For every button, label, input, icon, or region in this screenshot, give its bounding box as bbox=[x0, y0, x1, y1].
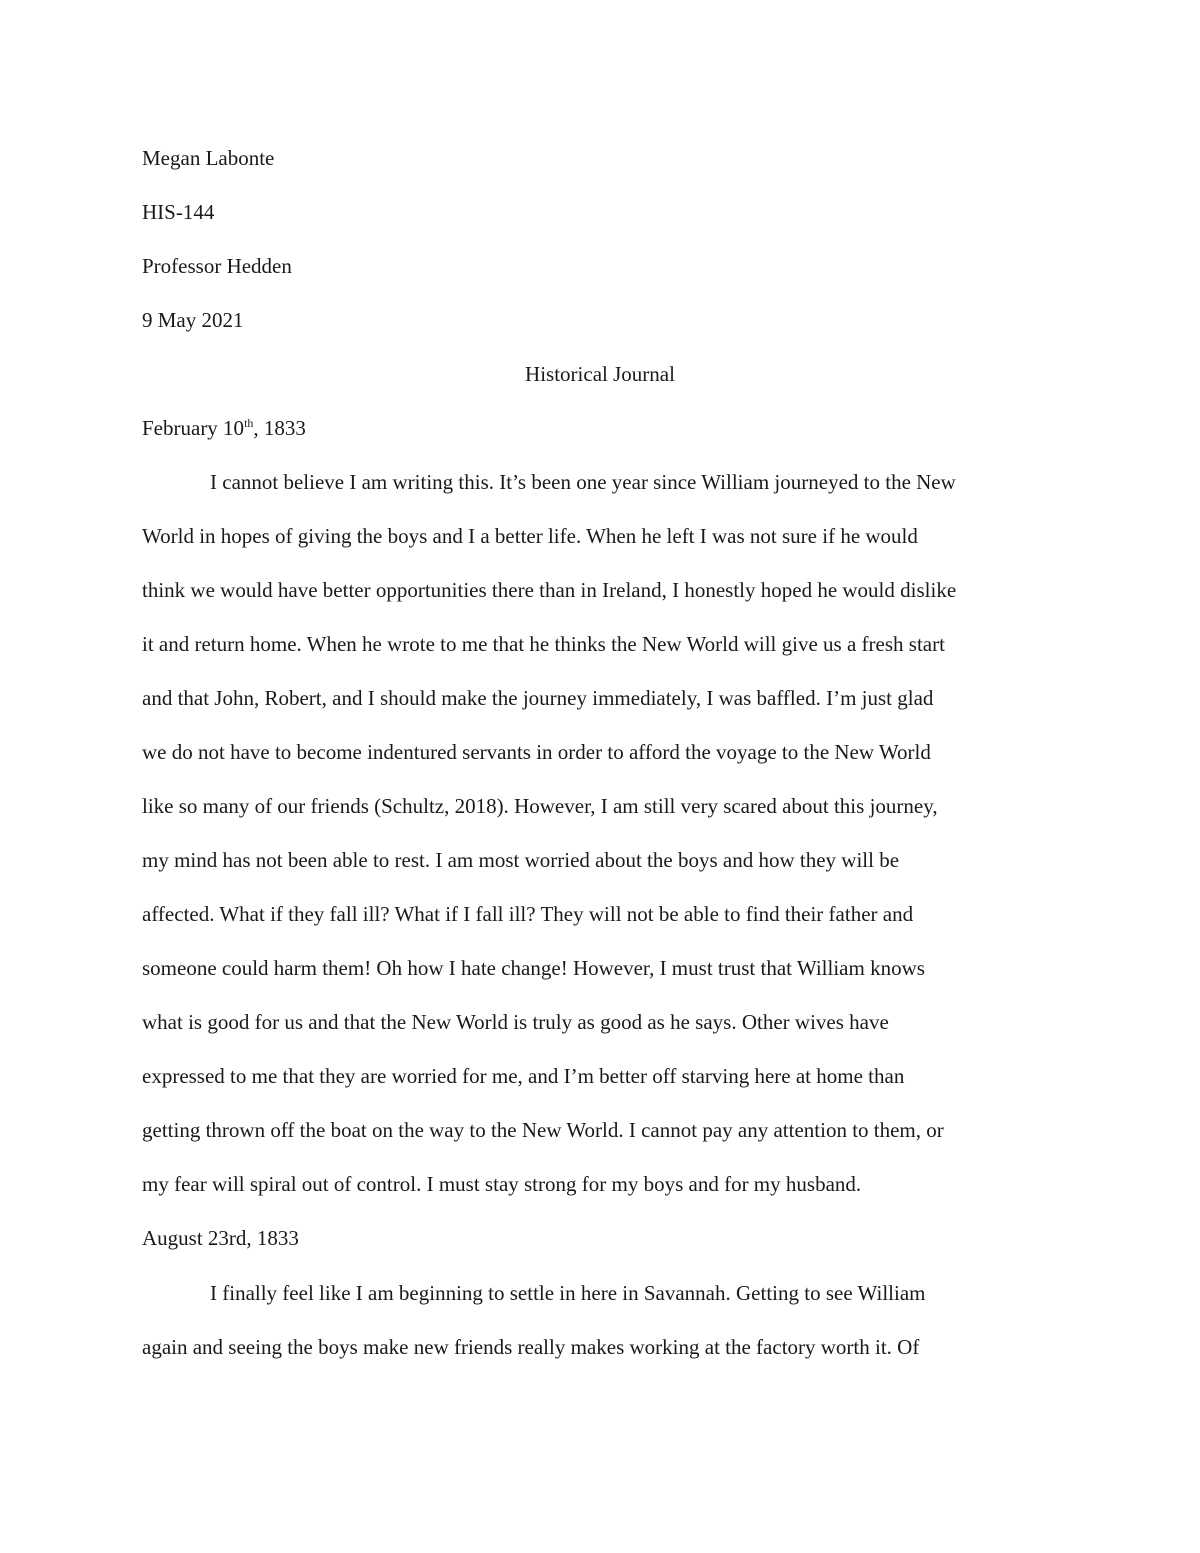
submission-date: 9 May 2021 bbox=[142, 308, 244, 332]
paragraph-line: like so many of our friends (Schultz, 2018). However, I am still very scared about this journey, bbox=[142, 794, 938, 818]
course-code: HIS-144 bbox=[142, 200, 215, 224]
paragraph-line: we do not have to become indentured servants in order to afford the voyage to the New World bbox=[142, 740, 931, 764]
entry-date: August 23rd, 1833 bbox=[142, 1226, 299, 1250]
paragraph-line: World in hopes of giving the boys and I a better life. When he left I was not sure if he would bbox=[142, 524, 918, 548]
paragraph-line: my mind has not been able to rest. I am most worried about the boys and how they will be bbox=[142, 848, 900, 872]
paragraph-line: someone could harm them! Oh how I hate change! However, I must trust that William knows bbox=[142, 956, 925, 980]
paragraph-line: I cannot believe I am writing this. It’s been one year since William journeyed to the New bbox=[210, 470, 956, 494]
paragraph-line: and that John, Robert, and I should make the journey immediately, I was baffled. I’m just glad bbox=[142, 686, 934, 710]
entry-date bbox=[142, 418, 306, 439]
paragraph-line: what is good for us and that the New World is truly as good as he says. Other wives have bbox=[142, 1010, 889, 1034]
paragraph-line: affected. What if they fall ill? What if I fall ill? They will not be able to find their father and bbox=[142, 902, 914, 926]
paragraph-line: I finally feel like I am beginning to settle in here in Savannah. Getting to see William bbox=[210, 1281, 926, 1305]
paragraph-line: getting thrown off the boat on the way to the New World. I cannot pay any attention to them, or bbox=[142, 1118, 944, 1142]
paragraph-line: my fear will spiral out of control. I must stay strong for my boys and for my husband. bbox=[142, 1172, 862, 1196]
paragraph-line: again and seeing the boys make new friends really makes working at the factory worth it. Of bbox=[142, 1335, 920, 1359]
author-name: Megan Labonte bbox=[142, 146, 275, 170]
paragraph-line: it and return home. When he wrote to me that he thinks the New World will give us a fresh start bbox=[142, 632, 945, 656]
paragraph-line: think we would have better opportunities there than in Ireland, I honestly hoped he would dislike bbox=[142, 578, 957, 602]
document-title: Historical Journal bbox=[525, 362, 675, 386]
entry-date-year: , 1833 bbox=[253, 416, 306, 440]
entry-date-main: February 10 bbox=[142, 416, 245, 440]
professor-name: Professor Hedden bbox=[142, 254, 292, 278]
paragraph-line: expressed to me that they are worried for me, and I’m better off starving here at home than bbox=[142, 1064, 905, 1088]
entry-date-ordinal: th bbox=[244, 416, 254, 430]
